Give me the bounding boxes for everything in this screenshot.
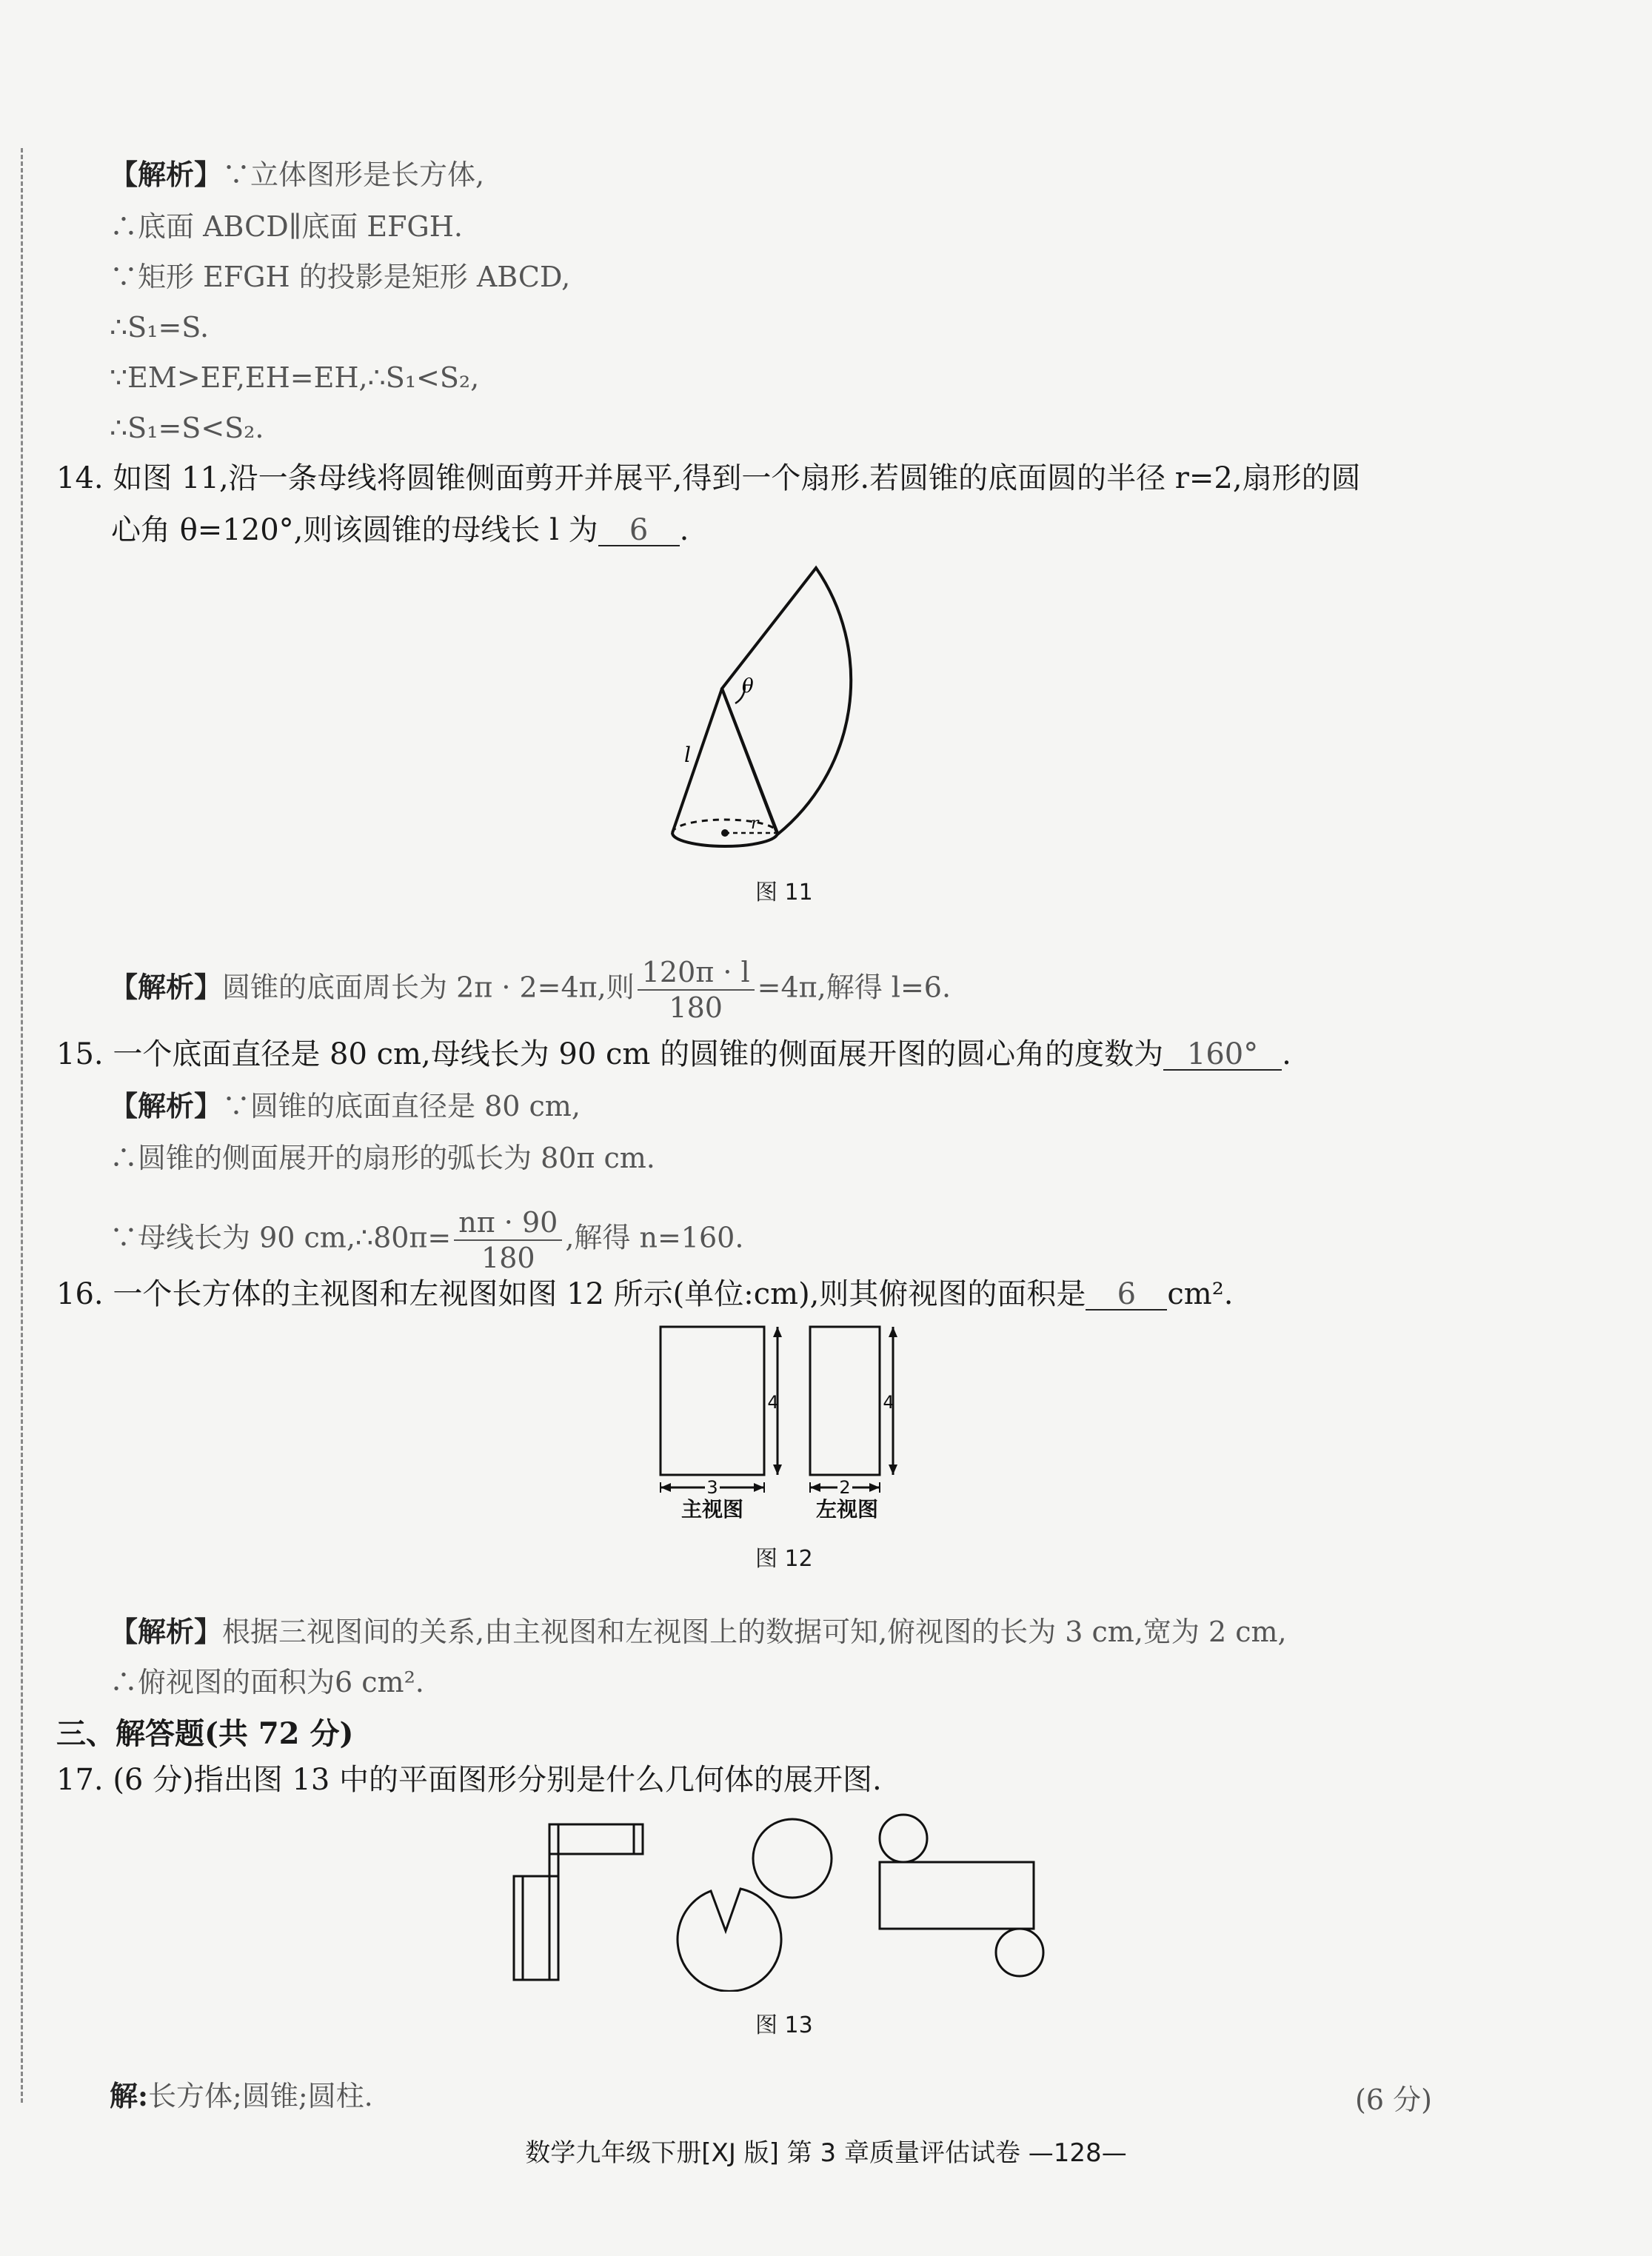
figure-12-three-views (652, 1318, 918, 1533)
q14-analysis: 【解析】圆锥的底面周长为 2π · 2=4π,则 $\frac{120\pi \cdot l}{180}$ =4π,解得 l=6. (110, 956, 952, 1024)
q17-line1: 17. (6 分)指出图 13 中的平面图形分别是什么几何体的展开图. (56, 1763, 882, 1797)
front-height-label: 4 (767, 1392, 779, 1413)
arrow-head (754, 1483, 764, 1492)
q14-fraction: $\frac{120\pi \cdot l}{180}$ (638, 955, 755, 1025)
cone-net (678, 1819, 832, 1991)
sector-shape (722, 568, 851, 834)
fig13-caption: 图 13 (755, 2012, 813, 2038)
q15-analysis-line2: ∴圆锥的侧面展开的扇形的弧长为 80π cm. (110, 1142, 655, 1174)
base-center-dot (721, 829, 729, 837)
analysis13-line3: ∵矩形 EFGH 的投影是矩形 ABCD, (110, 261, 571, 293)
q17-score: (6 分) (1355, 2083, 1432, 2116)
analysis13-line4: ∴S₁=S. (110, 311, 210, 344)
figure-13-nets (504, 1807, 1066, 1992)
radius-r-label: r (751, 814, 759, 833)
page-footer: 数学九年级下册[XJ 版] 第 3 章质量评估试卷 —128— (525, 2138, 1127, 2168)
analysis13-line5: ∵EM>EF,EH=EH,∴S₁<S₂, (110, 361, 480, 394)
q15-analysis-line3: ∵母线长为 90 cm,∴80π= $\frac{n\pi \cdot 90}{180}$ ,解得 n=160. (110, 1206, 744, 1274)
q15-fraction: $\frac{n\pi \cdot 90}{180}$ (454, 1205, 562, 1275)
q16-answer-blank: 6 (1086, 1279, 1167, 1311)
q15-analysis-line1: 【解析】∵圆锥的底面直径是 80 cm, (110, 1089, 581, 1122)
q16-analysis-line1: 【解析】根据三视图间的关系,由主视图和左视图上的数据可知,俯视图的长为 3 cm,宽为 2 cm, (110, 1615, 1287, 1648)
arrow-head (773, 1465, 782, 1475)
cuboid-net (514, 1824, 643, 1980)
q14-answer-blank: 6 (598, 515, 680, 546)
slant-l-label: l (684, 743, 691, 767)
arrow-head (661, 1483, 671, 1492)
q14-line2: 心角 θ=120°,则该圆锥的母线长 l 为 6 . (111, 513, 689, 547)
theta-label: θ (742, 675, 754, 697)
arrow-head (810, 1483, 820, 1492)
front-view-rect (661, 1327, 764, 1475)
q14-line1: 14. 如图 11,沿一条母线将圆锥侧面剪开并展平,得到一个扇形.若圆锥的底面圆的半径 r=2,扇形的圆 (56, 461, 1361, 495)
q17-solution: 解:长方体;圆锥;圆柱. (110, 2079, 373, 2112)
arrow-head (773, 1327, 782, 1337)
front-width-label: 3 (706, 1477, 718, 1498)
analysis13-line1: 【解析】∵立体图形是长方体, (110, 158, 485, 191)
side-view-label: 左视图 (815, 1497, 879, 1522)
section-heading: 三、解答题(共 72 分) (56, 1716, 354, 1751)
fig12-caption: 图 12 (755, 1546, 813, 1572)
cone-slant-right (722, 689, 777, 833)
front-view-label: 主视图 (680, 1497, 744, 1522)
q16-line1: 16. 一个长方体的主视图和左视图如图 12 所示(单位:cm),则其俯视图的面积是 6 cm². (56, 1277, 1234, 1311)
q15-answer-blank: 160° (1163, 1040, 1282, 1071)
side-view-rect (810, 1327, 880, 1475)
analysis13-line2: ∴底面 ABCD∥底面 EFGH. (110, 210, 464, 243)
analysis13-line6: ∴S₁=S<S₂. (110, 412, 264, 444)
q15-line1: 15. 一个底面直径是 80 cm,母线长为 90 cm 的圆锥的侧面展开图的圆心角的度数为 160° . (56, 1037, 1291, 1071)
q16-analysis-line2: ∴俯视图的面积为6 cm². (110, 1666, 424, 1698)
cut-line (21, 148, 23, 2103)
cone-slant-left (672, 689, 722, 833)
side-width-label: 2 (839, 1477, 851, 1498)
arrow-head (889, 1465, 897, 1475)
cylinder-net (880, 1815, 1043, 1976)
arrow-head (889, 1327, 897, 1337)
figure-11-cone-sector (659, 559, 926, 870)
arrow-head (869, 1483, 880, 1492)
side-height-label: 4 (883, 1392, 894, 1413)
fig11-caption: 图 11 (755, 880, 813, 906)
